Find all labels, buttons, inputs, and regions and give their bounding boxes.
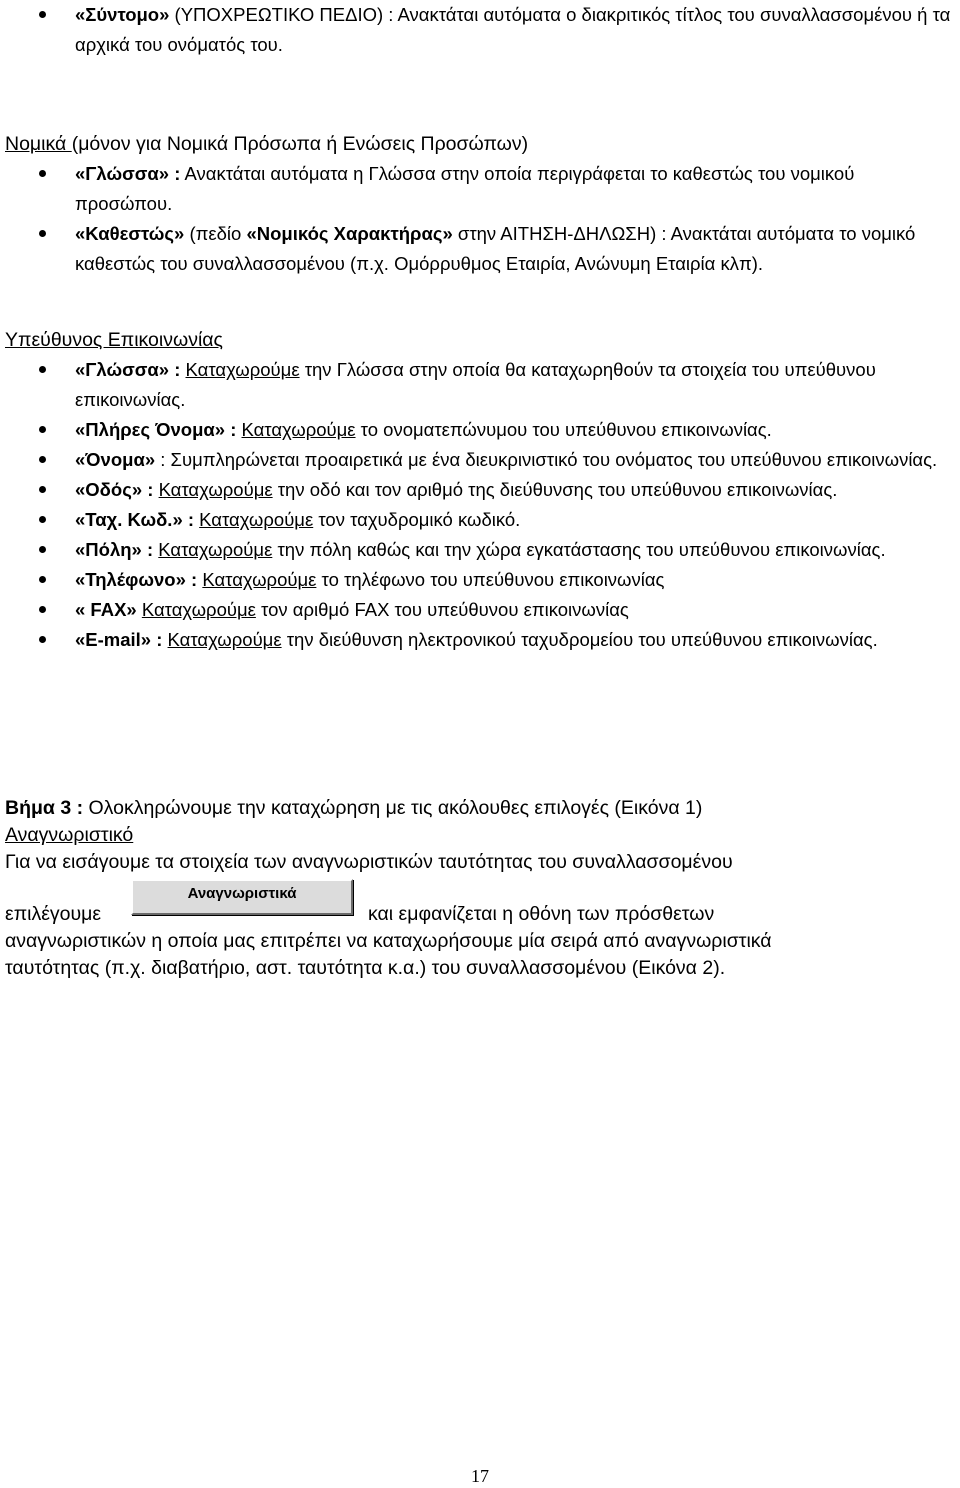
list-item [0, 595, 960, 625]
list-item [0, 355, 960, 415]
field-description: την Γλώσσα στην οποία θα καταχωρηθούν τα στοιχεία του υπεύθυνου επικοινωνίας. [75, 359, 876, 410]
register-link: Καταχωρούμε [185, 359, 300, 380]
field-label: « FAX» [75, 599, 142, 620]
field-label: «Ταχ. Κωδ.» : [75, 509, 200, 530]
legal-heading [5, 131, 528, 157]
field-label: «Πόλη» : [75, 539, 159, 560]
register-link: Καταχωρούμε [158, 539, 273, 560]
step3-text: Ολοκληρώνουμε την καταχώρηση με τις ακόλουθες επιλογές (Εικόνα 1) [83, 797, 703, 819]
list-item [0, 445, 960, 475]
register-link: Καταχωρούμε [167, 629, 282, 650]
list-item [0, 159, 960, 219]
field-description: (ΥΠΟΧΡΕΩΤΙΚΟ ΠΕΔΙΟ) : Ανακτάται αυτόματα ο διακριτικός τίτλος του συναλλασσομένου ή τα αρχικά του ονόματός του. [75, 4, 951, 55]
field-description: την πόλη καθώς και την χώρα εγκατάστασης του υπεύθυνου επικοινωνίας. [272, 539, 886, 560]
field-label: «Πλήρες Όνομα» : [75, 419, 242, 440]
list-item [0, 625, 960, 655]
field-label: «Γλώσσα» : [75, 359, 186, 380]
list-item [0, 535, 960, 565]
page-number: 17 [471, 1466, 489, 1486]
field-description: : Συμπληρώνεται προαιρετικά με ένα διευκρινιστικό του ονόματος του υπεύθυνου επικοινωνίας. [155, 449, 938, 470]
contact-heading: Υπεύθυνος Επικοινωνίας [5, 329, 223, 351]
field-description: Ανακτάται αυτόματα η Γλώσσα στην οποία περιγράφεται το καθεστώς του νομικού προσώπου. [75, 163, 855, 214]
identifier-line-1: Για να εισάγουμε τα στοιχεία των αναγνωριστικών ταυτότητας του συναλλασσομένου [5, 851, 733, 873]
field-label: «Σύντομο» [75, 4, 170, 25]
field-label: «Οδός» : [75, 479, 159, 500]
step3-label: Βήμα 3 : [5, 797, 84, 819]
field-description: την οδό και τον αριθμό της διεύθυνσης του υπεύθυνου επικοινωνίας. [272, 479, 838, 500]
field-description: τον ταχυδρομικό κωδικό. [313, 509, 521, 530]
field-description: τον αριθμό FAX του υπεύθυνου επικοινωνίας [255, 599, 629, 620]
field-label: «Νομικός Χαρακτήρας» [246, 223, 453, 244]
register-link: Καταχωρούμε [141, 599, 256, 620]
register-link: Καταχωρούμε [158, 479, 273, 500]
identifiers-button[interactable]: Αναγνωριστικά [131, 879, 353, 915]
register-link: Καταχωρούμε [241, 419, 356, 440]
register-link: Καταχωρούμε [202, 569, 317, 590]
field-description: στην ΑΙΤΗΣΗ-ΔΗΛΩΣΗ) : Ανακτάται αυτόματα το νομικό καθεστώς του συναλλασσομένου (π.χ. Ομόρρυθμος Εταιρία, Ανώνυμη Εταιρία κλπ). [75, 223, 916, 274]
identifier-pre-button: επιλέγουμε [5, 903, 102, 925]
contact-list [0, 355, 960, 655]
list-item [0, 0, 960, 60]
field-label: «Όνομα» [75, 449, 156, 470]
field-description: (πεδίο [184, 223, 247, 244]
legal-heading-underlined: Νομικά [5, 133, 72, 155]
list-item [0, 505, 960, 535]
field-description: το τηλέφωνο του υπεύθυνου επικοινωνίας [316, 569, 665, 590]
step3-paragraph [5, 795, 955, 822]
field-label: «Γλώσσα» : [75, 163, 181, 184]
field-label: «Καθεστώς» [75, 223, 185, 244]
field-description: την διεύθυνση ηλεκτρονικού ταχυδρομείου του υπεύθυνου επικοινωνίας. [281, 629, 878, 650]
identifier-line-3: αναγνωριστικών η οποία μας επιτρέπει να καταχωρήσουμε μία σειρά από αναγνωριστικά [5, 930, 772, 952]
field-label: «E-mail» : [75, 629, 168, 650]
identifier-post-button: και εμφανίζεται η οθόνη των πρόσθετων [368, 903, 715, 925]
identifier-heading: Αναγνωριστικό [5, 824, 134, 846]
legal-heading-rest: (μόνον για Νομικά Πρόσωπα ή Ενώσεις Προσώπων) [71, 133, 529, 155]
field-label: «Τηλέφωνο» : [75, 569, 203, 590]
field-description: το ονοματεπώνυμου του υπεύθυνου επικοινωνίας. [355, 419, 772, 440]
list-item [0, 415, 960, 445]
list-item [0, 219, 960, 279]
identifier-line-4: ταυτότητας (π.χ. διαβατήριο, αστ. ταυτότητα κ.α.) του συναλλασσομένου (Εικόνα 2). [5, 957, 726, 979]
list-item [0, 565, 960, 595]
top-list [0, 0, 960, 60]
list-item [0, 475, 960, 505]
legal-list [0, 159, 960, 279]
register-link: Καταχωρούμε [199, 509, 314, 530]
